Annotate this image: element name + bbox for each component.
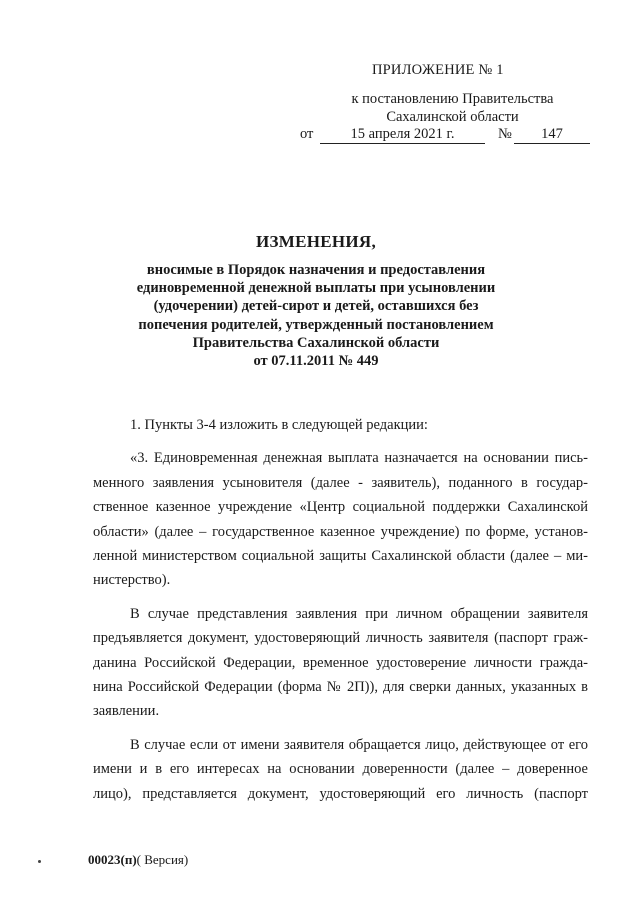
decree-date: 15 апреля 2021 г. bbox=[320, 126, 485, 144]
paragraph-3 bbox=[93, 446, 588, 592]
decree-reference-line-1: к постановлению Правительства bbox=[351, 91, 554, 107]
document-body bbox=[93, 413, 588, 815]
date-prefix: от bbox=[300, 126, 314, 142]
body-line: В случае если от имени заявителя обращается лицо, действующее от его bbox=[130, 736, 588, 753]
body-line: «3. Единовременная денежная выплата назначается на основании пись- bbox=[130, 450, 588, 467]
decree-reference-line-2: Сахалинской области bbox=[386, 109, 519, 125]
subtitle-line: вносимые в Порядок назначения и предоставления bbox=[146, 262, 486, 278]
footer-version: ( Версия) bbox=[136, 852, 189, 867]
number-sign: № bbox=[498, 126, 512, 142]
scan-dot-mark bbox=[38, 860, 41, 863]
body-line: В случае представления заявления при личном обращении заявителя bbox=[130, 605, 588, 622]
decree-number: 147 bbox=[514, 126, 590, 144]
subtitle-line: от 07.11.2011 № 449 bbox=[253, 353, 379, 370]
paragraph-representative bbox=[93, 733, 588, 806]
subtitle-line: единовременной денежной выплаты при усыновлении bbox=[136, 280, 496, 297]
footer-code: 00023(п) bbox=[88, 852, 137, 867]
appendix-title: ПРИЛОЖЕНИЕ № 1 bbox=[372, 62, 504, 78]
body-line: предъявляется документ, удостоверяющий личность заявителя (паспорт граж- bbox=[93, 630, 588, 647]
subtitle-line: попечения родителей, утвержденный постановлением bbox=[138, 316, 494, 333]
body-line: нина Российской Федерации (форма № 2П)), для сверки данных, указанных в bbox=[93, 679, 588, 696]
body-line: лицо), представляется документ, удостоверяющий его личность (паспорт bbox=[93, 785, 588, 802]
subtitle-line: Правительства Сахалинской области bbox=[192, 334, 440, 351]
body-line: области» (далее – государственное казенное учреждение) по форме, установ- bbox=[93, 523, 588, 540]
body-line: ственное казенное учреждение «Центр социальной поддержки Сахалинской bbox=[93, 499, 588, 516]
footer bbox=[88, 852, 188, 868]
document-subtitle bbox=[120, 261, 512, 370]
body-line: 1. Пункты 3-4 изложить в следующей редакции: bbox=[130, 417, 428, 433]
body-line: нистерство). bbox=[93, 572, 171, 589]
item-1 bbox=[93, 413, 588, 437]
body-line: имени и в его интересах на основании доверенности (далее – доверенное bbox=[93, 761, 588, 778]
body-line: ленной министерством социальной защиты Сахалинской области (далее – ми- bbox=[93, 548, 588, 565]
body-line: менного заявления усыновителя (далее - заявитель), поданного в государ- bbox=[93, 474, 588, 491]
document-title: ИЗМЕНЕНИЯ, bbox=[255, 232, 377, 251]
body-line: данина Российской Федерации, временное удостоверение личности гражда- bbox=[93, 654, 588, 671]
paragraph-personal-application bbox=[93, 602, 588, 724]
subtitle-line: (удочерении) детей-сирот и детей, оставшихся без bbox=[153, 298, 479, 315]
decree-date-row bbox=[300, 126, 600, 146]
body-line: заявлении. bbox=[93, 703, 160, 720]
